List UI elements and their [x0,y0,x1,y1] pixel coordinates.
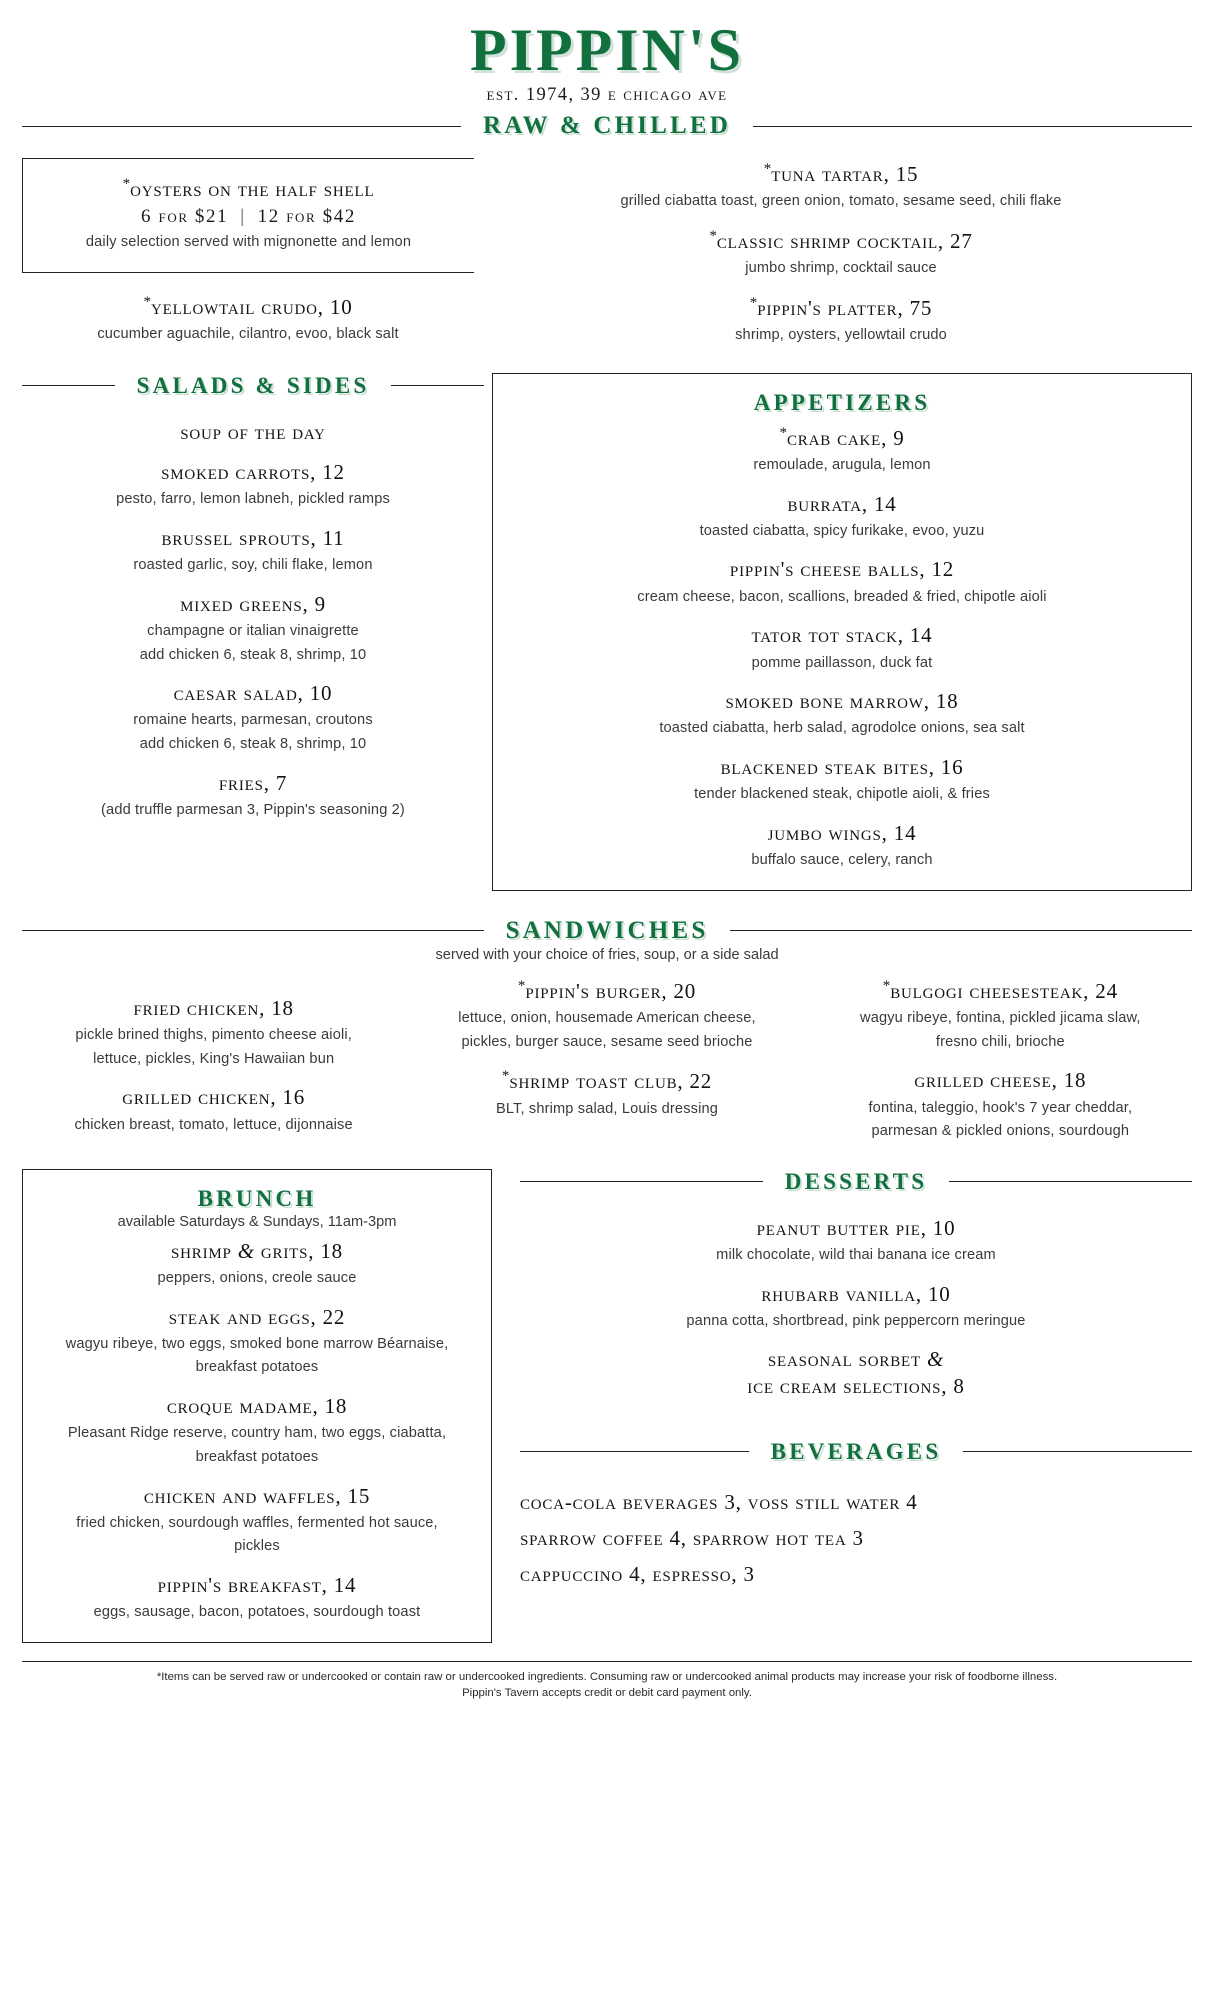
desserts-beverages-column [492,1169,1192,1588]
sandwiches-note: served with your choice of fries, soup, or a side salad [435,946,779,963]
menu-item [490,294,1192,347]
item-name: burrata, 14 [787,491,897,516]
menu-item [22,995,405,1070]
item-description: wagyu ribeye, two eggs, smoked bone marrow Béarnaise, [65,1335,449,1352]
section-title-beverages: BEVERAGES [770,1438,942,1464]
menu-item [490,160,1192,213]
item-name: tator tot stack, 14 [751,623,933,648]
item-description: milk chocolate, wild thai banana ice cream [716,1246,996,1263]
item-description: (add truffle parmesan 3, Pippin's seasoning 2) [101,801,405,818]
item-description: wagyu ribeye, fontina, pickled jicama slaw, [860,1010,1141,1027]
menu-item [22,419,484,445]
item-name: seasonal sorbet & [767,1347,945,1372]
item-name: *tuna tartar, 15 [763,161,919,187]
raw-star: * [709,228,717,245]
item-name: pippin's cheese balls, 12 [729,557,955,582]
menu-item [37,1572,477,1624]
brunch-column [22,1169,492,1643]
item-name: *oysters on the half shell [122,176,375,202]
sandwiches-col-3 [809,977,1192,1143]
menu-item [507,754,1177,806]
item-name: *crab cake, 9 [779,424,905,450]
raw-star: * [122,176,131,193]
raw-chilled-body [22,158,1192,347]
raw-star: * [763,161,772,178]
menu-item [415,977,798,1053]
sandwiches-col-1 [22,995,405,1136]
item-name: blackened steak bites, 16 [720,755,964,780]
ampersand-glyph: & [237,1238,255,1263]
oysters-price-12: 12 for $42 [257,206,356,228]
rule-left [22,126,461,127]
raw-star: * [779,424,787,441]
menu-item [22,525,484,577]
brunch-note: available Saturdays & Sundays, 11am-3pm [117,1213,397,1230]
item-description-line-2: add chicken 6, steak 8, shrimp, 10 [139,646,367,663]
menu-item [809,977,1192,1053]
item-name: shrimp & grits, 18 [171,1238,343,1263]
menu-item [520,1215,1192,1267]
menu-item [22,591,484,666]
item-name: *yellowtail crudo, 10 [143,294,353,320]
menu-item [37,1238,477,1290]
item-description: romaine hearts, parmesan, croutons [133,712,373,729]
rule-right [949,1181,1192,1182]
item-description: toasted ciabatta, herb salad, agrodolce onions, sea salt [659,720,1025,737]
item-description: BLT, shrimp salad, Louis dressing [495,1100,719,1117]
appetizers-column [492,373,1192,891]
brunch-desserts-row [22,1169,1192,1643]
oysters-box [22,158,474,273]
rule-left [22,385,115,386]
menu-item [415,1067,798,1120]
menu-item [507,688,1177,740]
item-name: smoked bone marrow, 18 [725,689,959,714]
restaurant-name: PIPPIN'S [469,17,745,83]
brunch-items [37,1238,477,1624]
item-name: *pippin's platter, 75 [749,294,933,320]
rule-right [730,930,1192,931]
item-description: peppers, onions, creole sauce [157,1269,357,1286]
raw-left-items [22,293,474,346]
raw-left-column [22,158,474,346]
item-name: *bulgogi cheesesteak, 24 [882,977,1118,1003]
footer-line-1: *Items can be served raw or undercooked or contain raw or undercooked ingredients. Consuming raw or undercooked animal products may increase your risk of foodborne illness. [156,1670,1058,1683]
item-name: fries, 7 [218,770,288,795]
item-name: grilled cheese, 18 [914,1068,1087,1093]
item-description: panna cotta, shortbread, pink peppercorn meringue [686,1312,1026,1329]
item-name: soup of the day [180,419,326,444]
rule-right [963,1451,1192,1452]
item-description: lettuce, onion, housemade American cheese, [458,1010,756,1027]
item-name: peanut butter pie, 10 [756,1215,956,1240]
menu-item [490,227,1192,280]
menu-item [507,556,1177,608]
item-description: toasted ciabatta, spicy furikake, evoo, yuzu [699,522,985,539]
appetizers-items [507,424,1177,872]
menu-item [520,1281,1192,1333]
rule-right [391,385,484,386]
menu-item [37,1483,477,1558]
raw-star: * [749,294,758,311]
section-title-appetizers: APPETIZERS [753,389,931,415]
item-name: brussel sprouts, 11 [161,525,345,550]
item-description-line-2: lettuce, pickles, King's Hawaiian bun [93,1050,335,1067]
item-description-line-2: breakfast potatoes [195,1359,319,1376]
item-name: grilled chicken, 16 [122,1085,306,1110]
item-description: cream cheese, bacon, scallions, breaded & fried, chipotle aioli [637,588,1047,605]
item-description: grilled ciabatta toast, green onion, tomato, sesame seed, chili flake [620,193,1062,210]
beverage-line: cappuccino 4, espresso, 3 [520,1562,755,1587]
item-description: Pleasant Ridge reserve, country ham, two eggs, ciabatta, [67,1425,447,1442]
item-description-line-2: pickles, burger sauce, sesame seed brioche [461,1033,753,1050]
restaurant-tagline: est. 1974, 39 e chicago ave [486,85,728,106]
menu-item [507,491,1177,543]
item-description: eggs, sausage, bacon, potatoes, sourdough toast [93,1604,421,1621]
rule-left [520,1181,763,1182]
item-description: shrimp, oysters, yellowtail crudo [735,327,947,344]
raw-star: * [501,1068,510,1085]
salads-appetizers-row [22,373,1192,891]
item-description: pickle brined thighs, pimento cheese aioli, [75,1027,352,1044]
item-name: chicken and waffles, 15 [143,1483,371,1508]
menu-item [809,1067,1192,1142]
item-description: daily selection served with mignonette and lemon [85,234,412,251]
section-header-salads [22,373,484,399]
raw-star: * [517,977,526,994]
item-description: fried chicken, sourdough waffles, fermented hot sauce, [76,1514,438,1531]
item-name: smoked carrots, 12 [161,460,345,485]
section-title-desserts: DESSERTS [784,1168,928,1194]
menu-item [22,293,474,346]
raw-star: * [143,294,151,311]
rule-left [520,1451,749,1452]
section-title-sandwiches: SANDWICHES [505,916,709,944]
brunch-box [22,1169,492,1643]
salads-column [22,373,492,822]
rule-right [753,126,1192,127]
section-header-appetizers [507,390,1177,416]
menu-item [37,1304,477,1379]
beverage-line: coca-cola beverages 3, voss still water 4 [520,1489,918,1514]
item-description-line-2: fresno chili, brioche [935,1033,1065,1050]
item-description: buffalo sauce, celery, ranch [751,852,933,869]
oysters-price-line [37,206,460,228]
menu-item [507,622,1177,674]
footer-line-2: Pippin's Tavern accepts credit or debit card payment only. [462,1687,752,1700]
item-name: mixed greens, 9 [180,591,326,616]
item-description: champagne or italian vinaigrette [147,622,359,639]
menu-item [37,1393,477,1468]
item-name: *shrimp toast club, 22 [501,1068,713,1094]
item-description: cucumber aguachile, cilantro, evoo, black salt [97,326,399,343]
section-title-brunch: BRUNCH [197,1185,317,1211]
footer-disclaimer [22,1661,1192,1702]
item-description-line-2: add chicken 6, steak 8, shrimp, 10 [139,736,367,753]
menu-item [22,1084,405,1136]
item-description-line-2: pickles [234,1538,280,1555]
ampersand-glyph: & [927,1347,945,1372]
desserts-items [520,1215,1192,1399]
appetizers-box [492,373,1192,891]
masthead [22,14,1192,106]
item-description: remoulade, arugula, lemon [753,457,931,474]
item-name: caesar salad, 10 [173,681,333,706]
section-title-raw: RAW & CHILLED [482,112,732,140]
salads-items [22,419,484,822]
item-description-line-2: breakfast potatoes [195,1448,319,1465]
menu-item [520,1346,1192,1399]
menu-item [22,770,484,822]
section-title-salads: SALADS & SIDES [136,372,370,398]
item-name: jumbo wings, 14 [767,820,917,845]
menu-item [22,680,484,755]
item-description: pesto, farro, lemon labneh, pickled ramps [116,491,390,508]
menu-item [37,175,460,254]
sandwiches-columns [22,977,1192,1143]
section-header-beverages [520,1439,1192,1465]
item-description: tender blackened steak, chipotle aioli, & fries [694,786,990,803]
item-description-line-2: parmesan & pickled onions, sourdough [871,1123,1130,1140]
menu-item [507,820,1177,872]
item-name: *pippin's burger, 20 [517,977,697,1003]
menu-item [22,459,484,511]
section-header-raw [22,112,1192,140]
raw-right-column [474,158,1192,347]
rule-left [22,930,484,931]
item-name: steak and eggs, 22 [168,1304,346,1329]
raw-right-items [490,160,1192,347]
item-name: pippin's breakfast, 14 [157,1572,357,1597]
item-name: *classic shrimp cocktail, 27 [709,228,973,254]
raw-star: * [882,977,891,994]
menu-item [507,424,1177,477]
item-description: roasted garlic, soy, chili flake, lemon [133,557,373,574]
section-header-desserts [520,1169,1192,1195]
price-divider: | [240,206,246,228]
item-name: croque madame, 18 [166,1394,348,1419]
item-description: pomme paillasson, duck fat [751,654,933,671]
item-name: rhubarb vanilla, 10 [761,1281,951,1306]
item-description: chicken breast, tomato, lettuce, dijonnaise [74,1116,353,1133]
section-header-brunch [37,1186,477,1212]
item-description: fontina, taleggio, hook's 7 year cheddar, [868,1099,1133,1116]
item-description: jumbo shrimp, cocktail sauce [745,260,937,277]
section-header-sandwiches [22,917,1192,945]
item-name: fried chicken, 18 [133,995,294,1020]
oysters-price-6: 6 for $21 [141,206,229,228]
beverage-line: sparrow coffee 4, sparrow hot tea 3 [520,1526,864,1551]
beverages-lines [520,1489,1192,1588]
item-name-line-2: ice cream selections, 8 [747,1373,965,1398]
sandwiches-col-2 [415,977,798,1120]
